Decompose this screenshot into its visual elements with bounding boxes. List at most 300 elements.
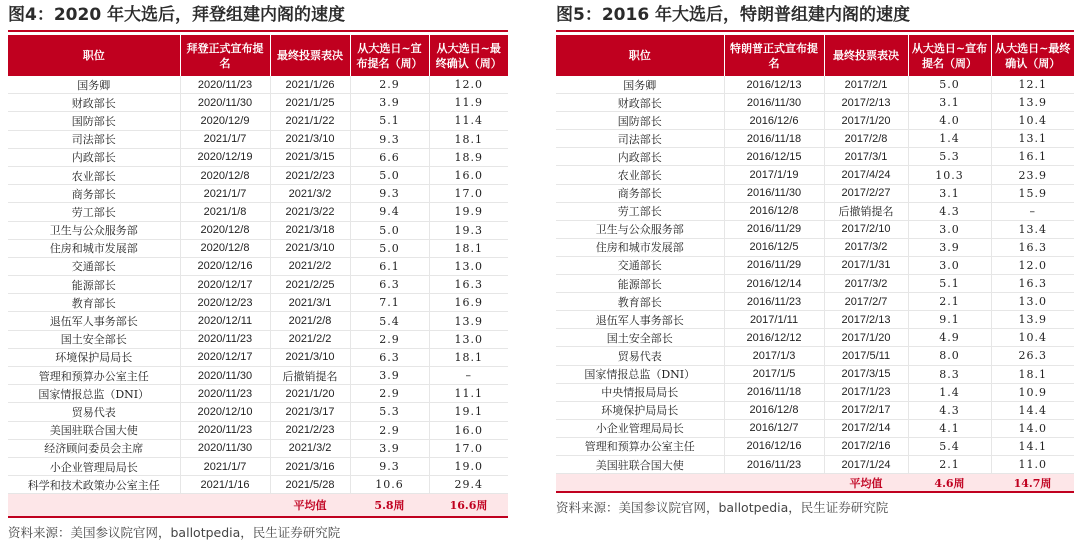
cell-nomination-date: 2020/12/8 bbox=[180, 166, 270, 184]
cell-nomination-date: 2016/12/5 bbox=[724, 238, 824, 256]
cell-final-vote: 2017/1/20 bbox=[824, 329, 908, 347]
cell-weeks-to-nomination: 4.3 bbox=[908, 202, 991, 220]
table-row bbox=[556, 94, 1074, 112]
cell-position: 美国驻联合国大使 bbox=[556, 455, 724, 473]
cell-nomination-date: 2016/12/15 bbox=[724, 148, 824, 166]
cell-final-vote: 2021/3/10 bbox=[270, 239, 350, 257]
table-row bbox=[8, 276, 508, 294]
cell-position: 国土安全部长 bbox=[556, 329, 724, 347]
cell-final-vote: 2017/2/13 bbox=[824, 94, 908, 112]
table-row bbox=[556, 383, 1074, 401]
cell-position: 司法部长 bbox=[8, 130, 180, 148]
cell-final-vote: 2017/2/1 bbox=[824, 76, 908, 94]
cell-position: 国家情报总监（DNI） bbox=[556, 365, 724, 383]
cell-weeks-to-nomination: 3.0 bbox=[908, 256, 991, 274]
cell-weeks-to-nomination: 3.9 bbox=[908, 238, 991, 256]
cell-weeks-to-nomination: 2.9 bbox=[350, 330, 429, 348]
cell-nomination-date: 2020/11/23 bbox=[180, 330, 270, 348]
cell-nomination-date: 2020/12/8 bbox=[180, 221, 270, 239]
table-row bbox=[556, 275, 1074, 293]
cell-position: 劳工部长 bbox=[556, 202, 724, 220]
cell-position: 小企业管理局局长 bbox=[556, 419, 724, 437]
header-final-vote: 最终投票表决 bbox=[270, 35, 350, 76]
cell-position: 卫生与公众服务部 bbox=[8, 221, 180, 239]
cell-position: 国家情报总监（DNI） bbox=[8, 385, 180, 403]
table-row bbox=[556, 130, 1074, 148]
cell-nomination-date: 2020/12/11 bbox=[180, 312, 270, 330]
cell-weeks-to-nomination: 6.6 bbox=[350, 148, 429, 166]
cell-weeks-to-confirmation: 15.9 bbox=[991, 184, 1074, 202]
cell-weeks-to-nomination: 5.0 bbox=[908, 76, 991, 94]
cell-weeks-to-confirmation: 14.1 bbox=[991, 437, 1074, 455]
table-row bbox=[8, 166, 508, 184]
cell-nomination-date: 2020/12/23 bbox=[180, 294, 270, 312]
cell-weeks-to-nomination: 6.3 bbox=[350, 276, 429, 294]
cell-position: 国防部长 bbox=[556, 112, 724, 130]
cell-final-vote: 后撤销提名 bbox=[270, 367, 350, 385]
cell-weeks-to-nomination: 2.9 bbox=[350, 385, 429, 403]
cell-weeks-to-confirmation: 18.1 bbox=[429, 239, 508, 257]
cell-weeks-to-nomination: 9.1 bbox=[908, 311, 991, 329]
cell-weeks-to-nomination: 8.0 bbox=[908, 347, 991, 365]
table-row bbox=[8, 367, 508, 385]
cell-weeks-to-nomination: 2.1 bbox=[908, 455, 991, 473]
table-row bbox=[8, 385, 508, 403]
average-row bbox=[556, 474, 1074, 492]
cell-position: 教育部长 bbox=[556, 293, 724, 311]
table-row bbox=[556, 112, 1074, 130]
cell-nomination-date: 2016/11/30 bbox=[724, 184, 824, 202]
cell-weeks-to-confirmation: – bbox=[429, 367, 508, 385]
header-nomination-date: 特朗普正式宣布提名 bbox=[724, 35, 824, 76]
cell-weeks-to-confirmation: 10.4 bbox=[991, 329, 1074, 347]
cell-final-vote: 2021/1/26 bbox=[270, 76, 350, 94]
cell-position: 交通部长 bbox=[556, 256, 724, 274]
table-row bbox=[556, 202, 1074, 220]
cell-nomination-date: 2017/1/3 bbox=[724, 347, 824, 365]
cell-final-vote: 2017/2/16 bbox=[824, 437, 908, 455]
cell-weeks-to-confirmation: 17.0 bbox=[429, 185, 508, 203]
avg-weeks-to-confirmation: 14.7周 bbox=[991, 474, 1074, 492]
cell-final-vote: 2021/3/2 bbox=[270, 439, 350, 457]
cell-weeks-to-confirmation: 13.0 bbox=[429, 257, 508, 275]
cell-position: 管理和预算办公室主任 bbox=[556, 437, 724, 455]
table-row bbox=[556, 184, 1074, 202]
cell-position: 国务卿 bbox=[8, 76, 180, 94]
cell-final-vote: 2017/1/20 bbox=[824, 112, 908, 130]
cell-weeks-to-nomination: 9.3 bbox=[350, 457, 429, 475]
cell-position: 退伍军人事务部长 bbox=[8, 312, 180, 330]
cell-weeks-to-nomination: 3.0 bbox=[908, 220, 991, 238]
cell-position: 农业部长 bbox=[8, 166, 180, 184]
cell-weeks-to-nomination: 3.1 bbox=[908, 184, 991, 202]
cell-weeks-to-confirmation: 13.1 bbox=[991, 130, 1074, 148]
cell-nomination-date: 2021/1/7 bbox=[180, 185, 270, 203]
cell-nomination-date: 2016/11/18 bbox=[724, 130, 824, 148]
cell-weeks-to-nomination: 3.9 bbox=[350, 367, 429, 385]
cell-position: 中央情报局局长 bbox=[556, 383, 724, 401]
cell-final-vote: 2017/4/24 bbox=[824, 166, 908, 184]
avg-spacer bbox=[724, 474, 824, 492]
cell-position: 贸易代表 bbox=[556, 347, 724, 365]
cell-weeks-to-nomination: 2.9 bbox=[350, 421, 429, 439]
cell-position: 劳工部长 bbox=[8, 203, 180, 221]
table-row bbox=[556, 220, 1074, 238]
cell-weeks-to-confirmation: 13.0 bbox=[429, 330, 508, 348]
cell-nomination-date: 2017/1/19 bbox=[724, 166, 824, 184]
cell-weeks-to-confirmation: 11.0 bbox=[991, 455, 1074, 473]
cell-weeks-to-nomination: 5.0 bbox=[350, 166, 429, 184]
cell-weeks-to-nomination: 5.3 bbox=[350, 403, 429, 421]
cell-weeks-to-confirmation: 19.3 bbox=[429, 221, 508, 239]
cell-nomination-date: 2016/11/23 bbox=[724, 293, 824, 311]
table-row bbox=[556, 76, 1074, 94]
cell-weeks-to-confirmation: 16.9 bbox=[429, 294, 508, 312]
cell-position: 住房和城市发展部 bbox=[8, 239, 180, 257]
table-row bbox=[8, 439, 508, 457]
cell-final-vote: 2017/2/7 bbox=[824, 293, 908, 311]
cell-weeks-to-confirmation: 16.3 bbox=[991, 238, 1074, 256]
cell-nomination-date: 2020/11/30 bbox=[180, 94, 270, 112]
table-row bbox=[8, 330, 508, 348]
table-row bbox=[556, 437, 1074, 455]
cell-weeks-to-confirmation: 29.4 bbox=[429, 476, 508, 494]
cell-weeks-to-confirmation: 18.9 bbox=[429, 148, 508, 166]
avg-spacer bbox=[180, 494, 270, 517]
cell-weeks-to-confirmation: 13.4 bbox=[991, 220, 1074, 238]
cell-weeks-to-confirmation: 13.9 bbox=[429, 312, 508, 330]
cell-nomination-date: 2016/12/6 bbox=[724, 112, 824, 130]
cell-weeks-to-confirmation: 19.0 bbox=[429, 457, 508, 475]
cell-final-vote: 2021/3/15 bbox=[270, 148, 350, 166]
cell-nomination-date: 2020/11/23 bbox=[180, 421, 270, 439]
cell-weeks-to-confirmation: 16.0 bbox=[429, 421, 508, 439]
trump-cabinet-table bbox=[556, 35, 1074, 491]
cell-weeks-to-confirmation: 13.0 bbox=[991, 293, 1074, 311]
cell-final-vote: 2017/2/10 bbox=[824, 220, 908, 238]
cell-weeks-to-nomination: 5.4 bbox=[350, 312, 429, 330]
header-weeks-to-nomination: 从大选日~宣布提名（周） bbox=[908, 35, 991, 76]
cell-weeks-to-nomination: 10.3 bbox=[908, 166, 991, 184]
cell-weeks-to-nomination: 7.1 bbox=[350, 294, 429, 312]
cell-final-vote: 2017/3/15 bbox=[824, 365, 908, 383]
table-row bbox=[556, 329, 1074, 347]
cell-nomination-date: 2021/1/16 bbox=[180, 476, 270, 494]
table-row bbox=[556, 401, 1074, 419]
cell-final-vote: 2021/3/10 bbox=[270, 348, 350, 366]
avg-label: 平均值 bbox=[270, 494, 350, 517]
cell-weeks-to-nomination: 4.9 bbox=[908, 329, 991, 347]
cell-weeks-to-confirmation: 11.1 bbox=[429, 385, 508, 403]
cell-final-vote: 2021/1/20 bbox=[270, 385, 350, 403]
cell-weeks-to-nomination: 2.9 bbox=[350, 76, 429, 94]
cell-final-vote: 2021/2/23 bbox=[270, 166, 350, 184]
cell-weeks-to-nomination: 5.0 bbox=[350, 239, 429, 257]
cell-weeks-to-nomination: 5.0 bbox=[350, 221, 429, 239]
cell-weeks-to-confirmation: 13.9 bbox=[991, 311, 1074, 329]
table-header-row bbox=[8, 35, 508, 76]
cell-final-vote: 2017/5/11 bbox=[824, 347, 908, 365]
cell-weeks-to-nomination: 9.3 bbox=[350, 130, 429, 148]
table-body bbox=[8, 76, 508, 516]
cell-nomination-date: 2021/1/7 bbox=[180, 457, 270, 475]
table-row bbox=[556, 166, 1074, 184]
cell-position: 能源部长 bbox=[556, 275, 724, 293]
cell-weeks-to-nomination: 3.9 bbox=[350, 439, 429, 457]
cell-position: 教育部长 bbox=[8, 294, 180, 312]
cell-final-vote: 2021/2/23 bbox=[270, 421, 350, 439]
cell-weeks-to-nomination: 4.3 bbox=[908, 401, 991, 419]
cell-weeks-to-nomination: 6.1 bbox=[350, 257, 429, 275]
title-rule bbox=[8, 30, 508, 32]
cell-weeks-to-nomination: 1.4 bbox=[908, 383, 991, 401]
cell-position: 科学和技术政策办公室主任 bbox=[8, 476, 180, 494]
cell-nomination-date: 2020/12/8 bbox=[180, 239, 270, 257]
cell-position: 国务卿 bbox=[556, 76, 724, 94]
cell-nomination-date: 2016/11/29 bbox=[724, 220, 824, 238]
avg-label: 平均值 bbox=[824, 474, 908, 492]
cell-position: 内政部长 bbox=[8, 148, 180, 166]
cell-final-vote: 2017/1/23 bbox=[824, 383, 908, 401]
cell-nomination-date: 2016/12/16 bbox=[724, 437, 824, 455]
table-row bbox=[556, 238, 1074, 256]
cell-nomination-date: 2020/12/10 bbox=[180, 403, 270, 421]
cell-final-vote: 2017/2/14 bbox=[824, 419, 908, 437]
cell-weeks-to-confirmation: 14.4 bbox=[991, 401, 1074, 419]
cell-nomination-date: 2020/12/16 bbox=[180, 257, 270, 275]
cell-nomination-date: 2016/12/12 bbox=[724, 329, 824, 347]
table-row bbox=[8, 403, 508, 421]
cell-weeks-to-confirmation: 19.1 bbox=[429, 403, 508, 421]
cell-position: 财政部长 bbox=[556, 94, 724, 112]
table-row bbox=[8, 476, 508, 494]
cell-nomination-date: 2020/11/23 bbox=[180, 76, 270, 94]
cell-nomination-date: 2020/12/17 bbox=[180, 348, 270, 366]
cell-position: 贸易代表 bbox=[8, 403, 180, 421]
cell-weeks-to-confirmation: 12.0 bbox=[429, 76, 508, 94]
cell-position: 国土安全部长 bbox=[8, 330, 180, 348]
cell-weeks-to-nomination: 8.3 bbox=[908, 365, 991, 383]
avg-spacer bbox=[556, 474, 724, 492]
cell-nomination-date: 2017/1/5 bbox=[724, 365, 824, 383]
table-row bbox=[8, 185, 508, 203]
cell-final-vote: 2021/3/2 bbox=[270, 185, 350, 203]
cell-final-vote: 2017/3/1 bbox=[824, 148, 908, 166]
cell-weeks-to-nomination: 9.3 bbox=[350, 185, 429, 203]
table-row bbox=[556, 148, 1074, 166]
avg-weeks-to-nomination: 5.8周 bbox=[350, 494, 429, 517]
cell-final-vote: 2021/2/25 bbox=[270, 276, 350, 294]
cell-final-vote: 2017/1/31 bbox=[824, 256, 908, 274]
cell-position: 小企业管理局局长 bbox=[8, 457, 180, 475]
table-row bbox=[8, 348, 508, 366]
cell-weeks-to-confirmation: 11.4 bbox=[429, 112, 508, 130]
cell-weeks-to-confirmation: 12.0 bbox=[991, 256, 1074, 274]
cell-weeks-to-nomination: 2.1 bbox=[908, 293, 991, 311]
cell-weeks-to-nomination: 4.1 bbox=[908, 419, 991, 437]
cell-position: 住房和城市发展部 bbox=[556, 238, 724, 256]
cell-nomination-date: 2016/12/14 bbox=[724, 275, 824, 293]
cell-final-vote: 2021/3/18 bbox=[270, 221, 350, 239]
cell-nomination-date: 2021/1/8 bbox=[180, 203, 270, 221]
cell-weeks-to-nomination: 5.4 bbox=[908, 437, 991, 455]
table-body bbox=[556, 76, 1074, 491]
cell-final-vote: 2021/1/22 bbox=[270, 112, 350, 130]
cell-final-vote: 2017/2/8 bbox=[824, 130, 908, 148]
cell-position: 环境保护局局长 bbox=[8, 348, 180, 366]
cell-nomination-date: 2016/11/18 bbox=[724, 383, 824, 401]
source-note: 资料来源：美国参议院官网，ballotpedia，民生证券研究院 bbox=[8, 525, 341, 541]
cell-nomination-date: 2016/11/30 bbox=[724, 94, 824, 112]
cell-position: 卫生与公众服务部 bbox=[556, 220, 724, 238]
cell-position: 商务部长 bbox=[8, 185, 180, 203]
cell-nomination-date: 2016/12/8 bbox=[724, 401, 824, 419]
cell-weeks-to-confirmation: 10.9 bbox=[991, 383, 1074, 401]
avg-spacer bbox=[8, 494, 180, 517]
source-note: 资料来源：美国参议院官网，ballotpedia，民生证券研究院 bbox=[556, 500, 889, 516]
header-final-vote: 最终投票表决 bbox=[824, 35, 908, 76]
header-position: 职位 bbox=[8, 35, 180, 76]
cell-weeks-to-confirmation: 16.3 bbox=[991, 275, 1074, 293]
bottom-rule bbox=[556, 491, 1074, 493]
cell-position: 交通部长 bbox=[8, 257, 180, 275]
cell-weeks-to-confirmation: 18.1 bbox=[429, 130, 508, 148]
cell-weeks-to-nomination: 6.3 bbox=[350, 348, 429, 366]
figure-4-panel bbox=[8, 0, 508, 543]
cell-weeks-to-nomination: 9.4 bbox=[350, 203, 429, 221]
cell-weeks-to-confirmation: 18.1 bbox=[991, 365, 1074, 383]
bottom-rule bbox=[8, 516, 508, 518]
table-row bbox=[8, 112, 508, 130]
figure-4-title: 图4：2020 年大选后，拜登组建内阁的速度 bbox=[8, 5, 346, 25]
header-nomination-date: 拜登正式宣布提名 bbox=[180, 35, 270, 76]
table-row bbox=[556, 293, 1074, 311]
cell-nomination-date: 2016/12/13 bbox=[724, 76, 824, 94]
cell-nomination-date: 2020/12/19 bbox=[180, 148, 270, 166]
table-row bbox=[8, 130, 508, 148]
cell-final-vote: 2021/3/22 bbox=[270, 203, 350, 221]
cell-final-vote: 2021/2/2 bbox=[270, 257, 350, 275]
cell-final-vote: 2021/3/16 bbox=[270, 457, 350, 475]
cell-weeks-to-confirmation: 12.1 bbox=[991, 76, 1074, 94]
cell-nomination-date: 2020/12/9 bbox=[180, 112, 270, 130]
cell-weeks-to-confirmation: 23.9 bbox=[991, 166, 1074, 184]
cell-weeks-to-nomination: 3.9 bbox=[350, 94, 429, 112]
figure-5-title: 图5：2016 年大选后，特朗普组建内阁的速度 bbox=[556, 5, 911, 25]
cell-position: 国防部长 bbox=[8, 112, 180, 130]
cell-weeks-to-confirmation: 16.3 bbox=[429, 276, 508, 294]
cell-weeks-to-confirmation: 26.3 bbox=[991, 347, 1074, 365]
cell-weeks-to-confirmation: 10.4 bbox=[991, 112, 1074, 130]
cell-nomination-date: 2020/11/23 bbox=[180, 385, 270, 403]
cell-weeks-to-confirmation: 19.9 bbox=[429, 203, 508, 221]
cell-position: 能源部长 bbox=[8, 276, 180, 294]
cell-final-vote: 2021/2/2 bbox=[270, 330, 350, 348]
cell-nomination-date: 2021/1/7 bbox=[180, 130, 270, 148]
cell-position: 经济顾问委员会主席 bbox=[8, 439, 180, 457]
table-row bbox=[8, 76, 508, 94]
table-row bbox=[8, 221, 508, 239]
cell-nomination-date: 2016/11/29 bbox=[724, 256, 824, 274]
biden-cabinet-table bbox=[8, 35, 508, 516]
table-row bbox=[8, 203, 508, 221]
cell-position: 美国驻联合国大使 bbox=[8, 421, 180, 439]
header-weeks-to-confirmation: 从大选日~最终确认（周） bbox=[991, 35, 1074, 76]
cell-final-vote: 2017/3/2 bbox=[824, 275, 908, 293]
cell-nomination-date: 2020/11/30 bbox=[180, 439, 270, 457]
header-weeks-to-confirmation: 从大选日~最终确认（周） bbox=[429, 35, 508, 76]
table-row bbox=[556, 347, 1074, 365]
header-position: 职位 bbox=[556, 35, 724, 76]
cell-weeks-to-nomination: 5.1 bbox=[908, 275, 991, 293]
table-row bbox=[8, 294, 508, 312]
cell-nomination-date: 2016/12/7 bbox=[724, 419, 824, 437]
cell-weeks-to-confirmation: 16.1 bbox=[991, 148, 1074, 166]
table-header-row bbox=[556, 35, 1074, 76]
table-row bbox=[8, 94, 508, 112]
cell-final-vote: 2017/2/27 bbox=[824, 184, 908, 202]
cell-final-vote: 2021/3/1 bbox=[270, 294, 350, 312]
table-row bbox=[556, 419, 1074, 437]
cell-nomination-date: 2017/1/11 bbox=[724, 311, 824, 329]
cell-position: 内政部长 bbox=[556, 148, 724, 166]
figure-5-panel bbox=[556, 0, 1074, 518]
cell-weeks-to-confirmation: 16.0 bbox=[429, 166, 508, 184]
cell-final-vote: 后撤销提名 bbox=[824, 202, 908, 220]
cell-final-vote: 2021/3/17 bbox=[270, 403, 350, 421]
cell-weeks-to-nomination: 10.6 bbox=[350, 476, 429, 494]
cell-position: 环境保护局局长 bbox=[556, 401, 724, 419]
table-row bbox=[8, 312, 508, 330]
cell-final-vote: 2017/2/17 bbox=[824, 401, 908, 419]
cell-position: 司法部长 bbox=[556, 130, 724, 148]
table-row bbox=[556, 365, 1074, 383]
table-row bbox=[8, 457, 508, 475]
cell-final-vote: 2021/5/28 bbox=[270, 476, 350, 494]
table-row bbox=[556, 455, 1074, 473]
cell-weeks-to-nomination: 4.0 bbox=[908, 112, 991, 130]
cell-weeks-to-nomination: 3.1 bbox=[908, 94, 991, 112]
cell-weeks-to-nomination: 1.4 bbox=[908, 130, 991, 148]
avg-weeks-to-nomination: 4.6周 bbox=[908, 474, 991, 492]
cell-final-vote: 2017/3/2 bbox=[824, 238, 908, 256]
avg-weeks-to-confirmation: 16.6周 bbox=[429, 494, 508, 517]
cell-final-vote: 2021/1/25 bbox=[270, 94, 350, 112]
cell-weeks-to-confirmation: 14.0 bbox=[991, 419, 1074, 437]
cell-weeks-to-nomination: 5.3 bbox=[908, 148, 991, 166]
cell-weeks-to-confirmation: – bbox=[991, 202, 1074, 220]
table-row bbox=[556, 311, 1074, 329]
cell-position: 农业部长 bbox=[556, 166, 724, 184]
cell-final-vote: 2017/2/13 bbox=[824, 311, 908, 329]
average-row bbox=[8, 494, 508, 517]
cell-weeks-to-confirmation: 11.9 bbox=[429, 94, 508, 112]
table-row bbox=[556, 256, 1074, 274]
table-row bbox=[8, 257, 508, 275]
cell-final-vote: 2021/3/10 bbox=[270, 130, 350, 148]
cell-weeks-to-confirmation: 18.1 bbox=[429, 348, 508, 366]
table-row bbox=[8, 239, 508, 257]
cell-position: 商务部长 bbox=[556, 184, 724, 202]
table-row bbox=[8, 148, 508, 166]
cell-final-vote: 2017/1/24 bbox=[824, 455, 908, 473]
cell-position: 财政部长 bbox=[8, 94, 180, 112]
cell-nomination-date: 2020/12/17 bbox=[180, 276, 270, 294]
cell-position: 退伍军人事务部长 bbox=[556, 311, 724, 329]
cell-nomination-date: 2016/12/8 bbox=[724, 202, 824, 220]
cell-weeks-to-nomination: 5.1 bbox=[350, 112, 429, 130]
cell-nomination-date: 2016/11/23 bbox=[724, 455, 824, 473]
